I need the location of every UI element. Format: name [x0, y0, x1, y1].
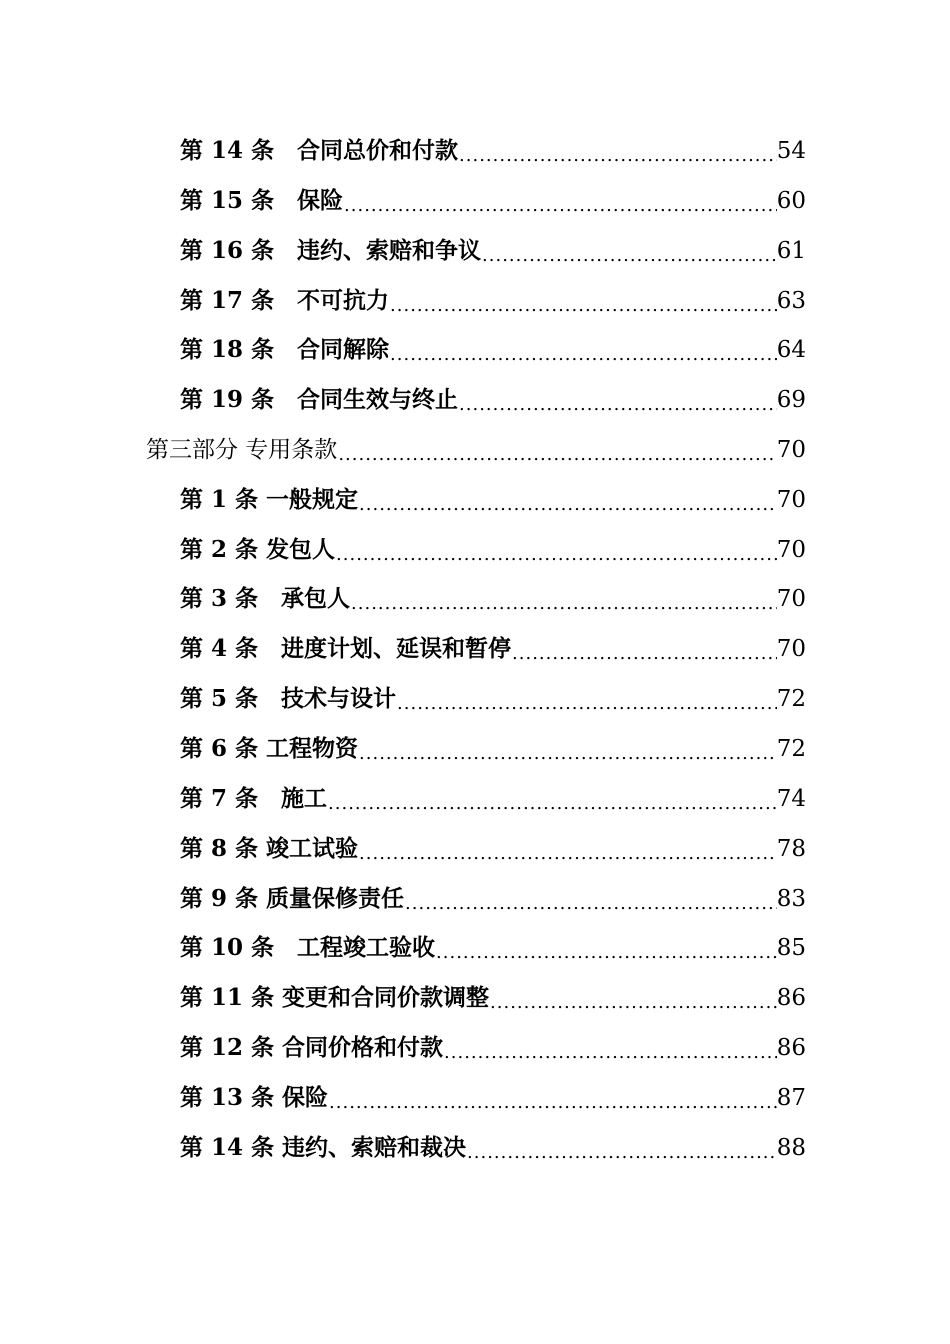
toc-dot-leader	[350, 579, 777, 619]
toc-dot-leader	[458, 131, 777, 171]
toc-entry-label: 第 14 条 违约、索赔和裁决	[180, 1134, 467, 1161]
toc-page-number: 70	[776, 437, 806, 463]
toc-entry-label: 第 9 条 质量保修责任	[180, 885, 405, 912]
toc-dot-leader	[358, 829, 777, 869]
toc-entry-label: 第 12 条 合同价格和付款	[180, 1034, 444, 1061]
toc-entry-label: 第 8 条 竣工试验	[180, 835, 359, 862]
toc-entry[interactable]	[180, 131, 806, 171]
toc-dot-leader	[466, 1128, 777, 1168]
toc-dot-leader	[389, 330, 777, 370]
toc-page-number: 70	[776, 537, 806, 563]
toc-dot-leader	[328, 1078, 777, 1118]
toc-page-number: 83	[776, 886, 806, 912]
toc-entry[interactable]	[180, 231, 806, 271]
toc-dot-leader	[358, 729, 777, 769]
toc-page-number: 78	[776, 836, 806, 862]
toc-entry[interactable]	[180, 928, 806, 968]
toc-dot-leader	[435, 928, 777, 968]
toc-page-number: 88	[776, 1135, 806, 1161]
toc-entry-label: 第 19 条 合同生效与终止	[180, 386, 459, 413]
toc-entry-label: 第 3 条 承包人	[180, 585, 351, 612]
toc-dot-leader	[343, 181, 777, 221]
toc-entry[interactable]	[180, 729, 806, 769]
toc-dot-leader	[337, 430, 776, 470]
toc-entry[interactable]	[180, 181, 806, 221]
toc-entry-label: 第 14 条 合同总价和付款	[180, 137, 459, 164]
toc-entry-label: 第 10 条 工程竣工验收	[180, 934, 436, 961]
toc-dot-leader	[396, 679, 777, 719]
toc-entry-label: 第 15 条 保险	[180, 187, 344, 214]
toc-entry[interactable]	[180, 330, 806, 370]
toc-entry-label: 第 13 条 保险	[180, 1084, 329, 1111]
toc-page-number: 61	[776, 238, 806, 264]
toc-page-number: 87	[776, 1085, 806, 1111]
toc-dot-leader	[458, 380, 777, 420]
toc-page-number: 72	[776, 686, 806, 712]
toc-entry-label: 第 6 条 工程物资	[180, 735, 359, 762]
toc-entry-label: 第 11 条 变更和合同价款调整	[180, 984, 490, 1011]
toc-page-number: 64	[776, 337, 806, 363]
toc-dot-leader	[443, 1028, 777, 1068]
toc-page-number: 86	[776, 1035, 806, 1061]
toc-entry[interactable]	[180, 480, 806, 520]
toc-page-number: 63	[776, 288, 806, 314]
toc-entry[interactable]	[180, 1078, 806, 1118]
toc-page-number: 70	[776, 636, 806, 662]
toc-dot-leader	[489, 978, 777, 1018]
toc-entry[interactable]	[180, 579, 806, 619]
toc-entry-label: 第 5 条 技术与设计	[180, 685, 397, 712]
toc-dot-leader	[327, 779, 777, 819]
toc-entry-label: 第三部分 专用条款	[146, 437, 338, 463]
toc-entry[interactable]	[180, 679, 806, 719]
toc-entry[interactable]	[180, 829, 806, 869]
toc-dot-leader	[481, 231, 777, 271]
toc-entry-label: 第 2 条 发包人	[180, 536, 336, 563]
toc-page-number: 70	[776, 586, 806, 612]
toc-entry[interactable]	[180, 1128, 806, 1168]
toc-entry-label: 第 17 条 不可抗力	[180, 287, 390, 314]
toc-page-number: 69	[776, 387, 806, 413]
toc-entry-label: 第 1 条 一般规定	[180, 486, 359, 513]
toc-page-number: 85	[776, 935, 806, 961]
toc-entry-label: 第 7 条 施工	[180, 785, 328, 812]
toc-dot-leader	[358, 480, 777, 520]
toc-entry-label: 第 16 条 违约、索赔和争议	[180, 237, 482, 264]
toc-entry-label: 第 4 条 进度计划、延误和暂停	[180, 635, 512, 662]
toc-entry[interactable]	[180, 281, 806, 321]
toc-section-entry[interactable]	[146, 430, 806, 470]
toc-page-number: 70	[776, 487, 806, 513]
toc-dot-leader	[335, 530, 777, 570]
toc-entry[interactable]	[180, 380, 806, 420]
toc-dot-leader	[404, 879, 777, 919]
toc-entry[interactable]	[180, 779, 806, 819]
toc-dot-leader	[511, 629, 777, 669]
toc-page-number: 74	[776, 786, 806, 812]
toc-entry-label: 第 18 条 合同解除	[180, 336, 390, 363]
toc-entry[interactable]	[180, 879, 806, 919]
toc-page-number: 60	[776, 188, 806, 214]
toc-dot-leader	[389, 281, 777, 321]
toc-page-number: 86	[776, 985, 806, 1011]
toc-page-number: 54	[776, 138, 806, 164]
toc-entry[interactable]	[180, 1028, 806, 1068]
toc-entry[interactable]	[180, 530, 806, 570]
toc-page-number: 72	[776, 736, 806, 762]
toc-entry[interactable]	[180, 978, 806, 1018]
toc-entry[interactable]	[180, 629, 806, 669]
